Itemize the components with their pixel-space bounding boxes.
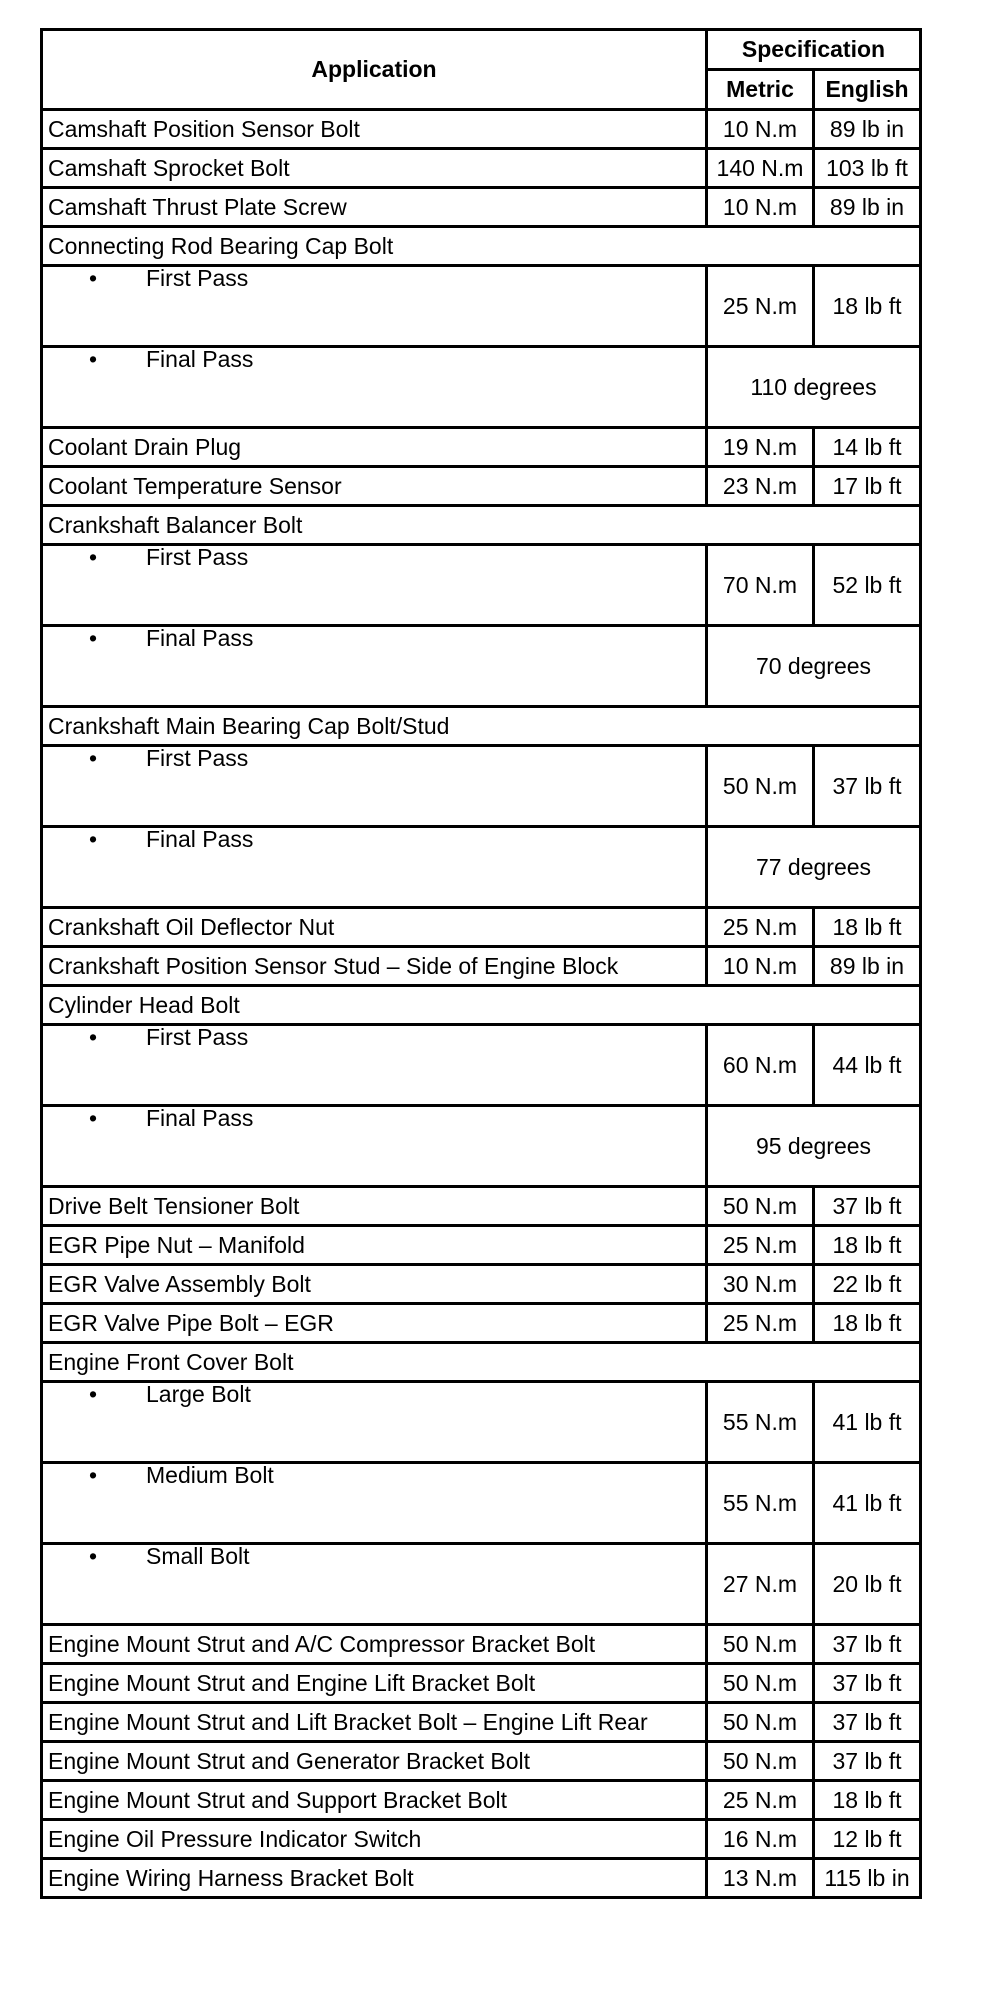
row-metric: 50 N.m: [707, 1664, 814, 1703]
row-english: 18 lb ft: [814, 1304, 921, 1343]
table-row: [42, 428, 921, 467]
row-english: 89 lb in: [814, 188, 921, 227]
row-english: 18 lb ft: [814, 1781, 921, 1820]
row-application: Camshaft Sprocket Bolt: [42, 149, 707, 188]
bullet-icon: •: [88, 346, 97, 372]
row-metric: 25 N.m: [707, 908, 814, 947]
row-english: 89 lb in: [814, 947, 921, 986]
row-english: 37 lb ft: [814, 1187, 921, 1226]
sub-row: [42, 1544, 921, 1625]
row-metric: 50 N.m: [707, 746, 814, 827]
sub-label: First Pass: [146, 745, 249, 771]
row-application: Engine Oil Pressure Indicator Switch: [42, 1820, 707, 1859]
row-metric: 50 N.m: [707, 1625, 814, 1664]
table-row: [42, 149, 921, 188]
row-application: EGR Pipe Nut – Manifold: [42, 1226, 707, 1265]
sub-label: First Pass: [146, 1024, 249, 1050]
row-metric: 10 N.m: [707, 947, 814, 986]
row-application: EGR Valve Pipe Bolt – EGR: [42, 1304, 707, 1343]
group-application: Connecting Rod Bearing Cap Bolt: [42, 227, 921, 266]
header-english: English: [814, 70, 921, 110]
sub-label: Final Pass: [146, 346, 254, 372]
row-english: 52 lb ft: [814, 545, 921, 626]
row-application: Camshaft Thrust Plate Screw: [42, 188, 707, 227]
header-application: Application: [42, 30, 707, 110]
table-row: [42, 1742, 921, 1781]
table-row: [42, 110, 921, 149]
sub-application: [42, 1382, 707, 1463]
row-metric: 23 N.m: [707, 467, 814, 506]
row-metric: 25 N.m: [707, 1781, 814, 1820]
row-english: 115 lb in: [814, 1859, 921, 1898]
row-angle-spec: 70 degrees: [707, 626, 921, 707]
sub-application: [42, 266, 707, 347]
row-english: 20 lb ft: [814, 1544, 921, 1625]
row-metric: 30 N.m: [707, 1265, 814, 1304]
bullet-icon: •: [88, 1462, 97, 1488]
sub-row: [42, 266, 921, 347]
group-row: [42, 1343, 921, 1382]
group-row: [42, 986, 921, 1025]
row-english: 37 lb ft: [814, 746, 921, 827]
sub-row: [42, 626, 921, 707]
table-row: [42, 467, 921, 506]
row-application: Crankshaft Position Sensor Stud – Side of Engine Block: [42, 947, 707, 986]
sub-label: Final Pass: [146, 826, 254, 852]
sub-row: [42, 347, 921, 428]
sub-application: [42, 1025, 707, 1106]
sub-application: [42, 827, 707, 908]
sub-application: [42, 626, 707, 707]
table-row: [42, 1820, 921, 1859]
row-metric: 50 N.m: [707, 1742, 814, 1781]
row-metric: 70 N.m: [707, 545, 814, 626]
row-application: Drive Belt Tensioner Bolt: [42, 1187, 707, 1226]
table-row: [42, 947, 921, 986]
row-metric: 25 N.m: [707, 1304, 814, 1343]
row-application: Engine Mount Strut and Engine Lift Bracket Bolt: [42, 1664, 707, 1703]
row-metric: 55 N.m: [707, 1382, 814, 1463]
sub-application: [42, 1544, 707, 1625]
sub-row: [42, 1463, 921, 1544]
table-row: [42, 1187, 921, 1226]
row-metric: 50 N.m: [707, 1703, 814, 1742]
row-application: Coolant Drain Plug: [42, 428, 707, 467]
torque-spec-table: [40, 28, 922, 1899]
table-row: [42, 1265, 921, 1304]
table-row: [42, 1859, 921, 1898]
group-application: Engine Front Cover Bolt: [42, 1343, 921, 1382]
sub-row: [42, 545, 921, 626]
sub-label: Final Pass: [146, 625, 254, 651]
row-english: 18 lb ft: [814, 1226, 921, 1265]
table-row: [42, 1664, 921, 1703]
row-english: 103 lb ft: [814, 149, 921, 188]
sub-label: First Pass: [146, 544, 249, 570]
row-angle-spec: 77 degrees: [707, 827, 921, 908]
row-english: 14 lb ft: [814, 428, 921, 467]
row-metric: 50 N.m: [707, 1187, 814, 1226]
row-english: 18 lb ft: [814, 266, 921, 347]
group-row: [42, 227, 921, 266]
row-english: 18 lb ft: [814, 908, 921, 947]
sub-row: [42, 1382, 921, 1463]
row-angle-spec: 95 degrees: [707, 1106, 921, 1187]
table-row: [42, 908, 921, 947]
sub-label: Large Bolt: [146, 1381, 251, 1407]
sub-label: Final Pass: [146, 1105, 254, 1131]
bullet-icon: •: [88, 1024, 97, 1050]
row-metric: 55 N.m: [707, 1463, 814, 1544]
group-row: [42, 707, 921, 746]
row-metric: 10 N.m: [707, 188, 814, 227]
row-application: Engine Mount Strut and Generator Bracket Bolt: [42, 1742, 707, 1781]
group-row: [42, 506, 921, 545]
row-english: 22 lb ft: [814, 1265, 921, 1304]
group-application: Crankshaft Main Bearing Cap Bolt/Stud: [42, 707, 921, 746]
sub-row: [42, 1025, 921, 1106]
row-application: Engine Mount Strut and Support Bracket Bolt: [42, 1781, 707, 1820]
bullet-icon: •: [88, 745, 97, 771]
row-english: 12 lb ft: [814, 1820, 921, 1859]
row-english: 41 lb ft: [814, 1463, 921, 1544]
group-application: Cylinder Head Bolt: [42, 986, 921, 1025]
row-english: 37 lb ft: [814, 1664, 921, 1703]
row-application: Engine Wiring Harness Bracket Bolt: [42, 1859, 707, 1898]
sub-label: Medium Bolt: [146, 1462, 274, 1488]
header-specification: Specification: [707, 30, 921, 70]
row-metric: 16 N.m: [707, 1820, 814, 1859]
row-english: 89 lb in: [814, 110, 921, 149]
table-row: [42, 1304, 921, 1343]
sub-row: [42, 746, 921, 827]
header-metric: Metric: [707, 70, 814, 110]
row-metric: 27 N.m: [707, 1544, 814, 1625]
row-application: EGR Valve Assembly Bolt: [42, 1265, 707, 1304]
row-application: Engine Mount Strut and A/C Compressor Bracket Bolt: [42, 1625, 707, 1664]
row-metric: 10 N.m: [707, 110, 814, 149]
sub-label: First Pass: [146, 265, 249, 291]
row-english: 17 lb ft: [814, 467, 921, 506]
row-application: Camshaft Position Sensor Bolt: [42, 110, 707, 149]
sub-application: [42, 545, 707, 626]
table-row: [42, 1226, 921, 1265]
bullet-icon: •: [88, 1105, 97, 1131]
row-metric: 140 N.m: [707, 149, 814, 188]
bullet-icon: •: [88, 826, 97, 852]
row-english: 44 lb ft: [814, 1025, 921, 1106]
sub-application: [42, 347, 707, 428]
sub-row: [42, 827, 921, 908]
row-english: 41 lb ft: [814, 1382, 921, 1463]
bullet-icon: •: [88, 265, 97, 291]
group-application: Crankshaft Balancer Bolt: [42, 506, 921, 545]
row-metric: 60 N.m: [707, 1025, 814, 1106]
bullet-icon: •: [88, 544, 97, 570]
row-application: Coolant Temperature Sensor: [42, 467, 707, 506]
table-row: [42, 188, 921, 227]
row-angle-spec: 110 degrees: [707, 347, 921, 428]
sub-application: [42, 1463, 707, 1544]
row-metric: 13 N.m: [707, 1859, 814, 1898]
row-metric: 25 N.m: [707, 266, 814, 347]
table-row: [42, 1781, 921, 1820]
sub-label: Small Bolt: [146, 1543, 250, 1569]
row-english: 37 lb ft: [814, 1742, 921, 1781]
row-application: Engine Mount Strut and Lift Bracket Bolt – Engine Lift Rear: [42, 1703, 707, 1742]
row-english: 37 lb ft: [814, 1625, 921, 1664]
sub-row: [42, 1106, 921, 1187]
bullet-icon: •: [88, 1381, 97, 1407]
row-metric: 19 N.m: [707, 428, 814, 467]
sub-application: [42, 1106, 707, 1187]
row-application: Crankshaft Oil Deflector Nut: [42, 908, 707, 947]
bullet-icon: •: [88, 625, 97, 651]
row-english: 37 lb ft: [814, 1703, 921, 1742]
row-metric: 25 N.m: [707, 1226, 814, 1265]
table-row: [42, 1703, 921, 1742]
bullet-icon: •: [88, 1543, 97, 1569]
sub-application: [42, 746, 707, 827]
table-row: [42, 1625, 921, 1664]
